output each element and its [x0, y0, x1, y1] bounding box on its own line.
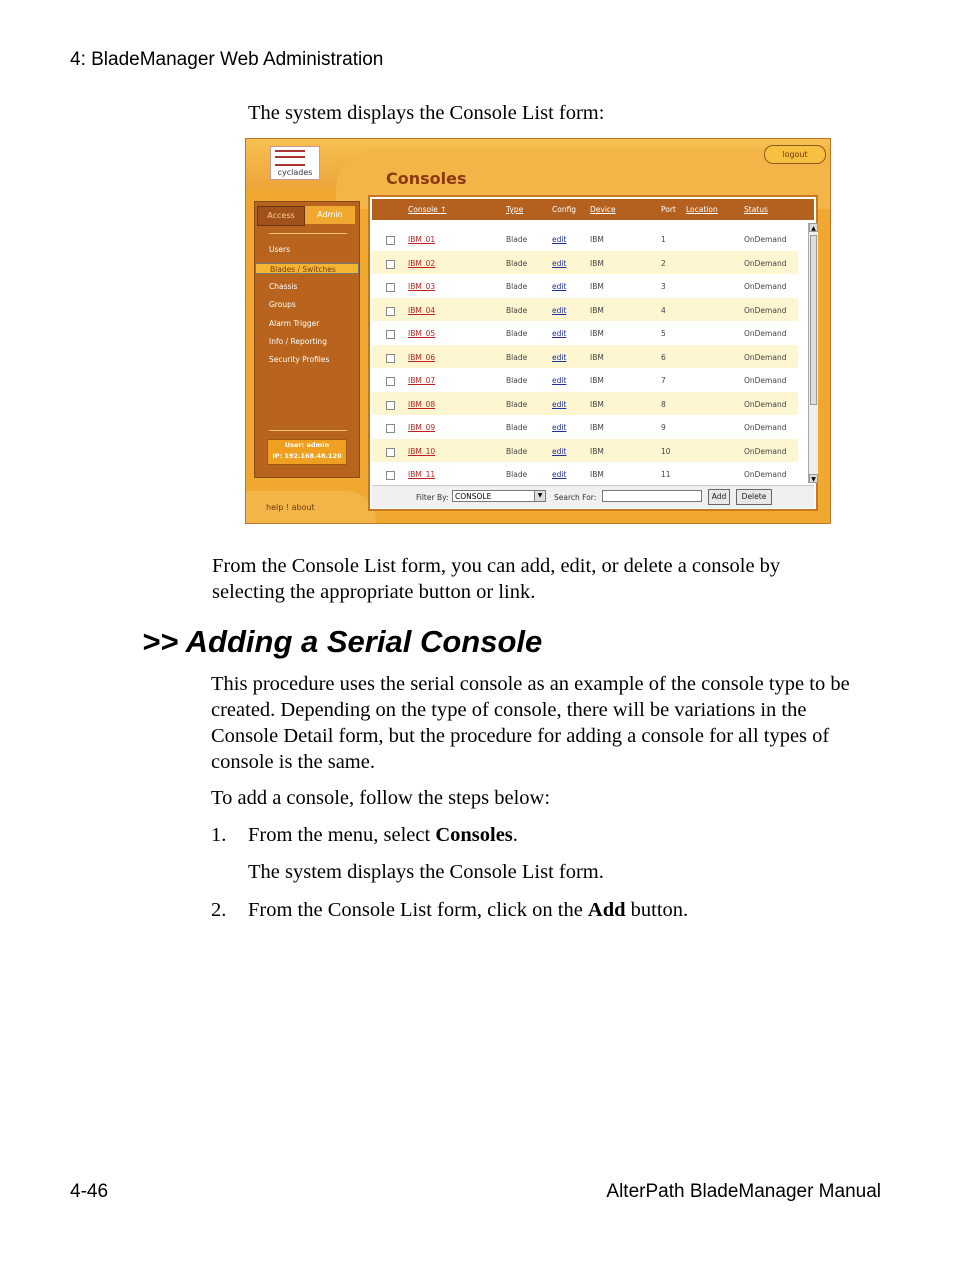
- row-checkbox[interactable]: [386, 448, 395, 457]
- cell-device: IBM: [590, 282, 604, 291]
- cell-status: OnDemand: [744, 305, 787, 315]
- table-row: [372, 439, 798, 463]
- row-checkbox[interactable]: [386, 307, 395, 316]
- step-2: [211, 897, 226, 923]
- cell-type: Blade: [506, 446, 528, 456]
- cell-console[interactable]: IBM_07: [408, 376, 436, 385]
- cell-config[interactable]: edit: [552, 235, 567, 244]
- cell-type: Blade: [506, 423, 528, 432]
- cell-status: OnDemand: [744, 376, 787, 385]
- logo-mark-line: [275, 156, 305, 158]
- cell-type: Blade: [506, 470, 528, 479]
- cell-config[interactable]: edit: [552, 423, 567, 432]
- cell-config[interactable]: edit: [552, 399, 567, 409]
- cell-port: 2: [661, 258, 666, 268]
- paragraph-1-line: selecting the appropriate button or link.: [212, 581, 536, 603]
- row-checkbox[interactable]: [386, 471, 395, 480]
- sidebar-divider: [269, 430, 347, 431]
- filter-bar: [372, 485, 814, 508]
- cell-device: IBM: [590, 423, 604, 432]
- cell-port: 4: [661, 305, 666, 315]
- row-checkbox[interactable]: [386, 330, 395, 339]
- cell-port: 8: [661, 399, 666, 409]
- user-info-badge: [267, 439, 347, 465]
- row-checkbox[interactable]: [386, 260, 395, 269]
- scroll-down-icon[interactable]: ▼: [809, 474, 818, 483]
- row-checkbox[interactable]: [386, 377, 395, 386]
- cell-device: IBM: [590, 235, 604, 244]
- sidebar-item-groups[interactable]: Groups: [269, 300, 296, 309]
- console-list-screenshot: [245, 138, 831, 524]
- cell-status: OnDemand: [744, 352, 787, 362]
- cell-type: Blade: [506, 235, 528, 244]
- sidebar-item-chassis[interactable]: Chassis: [269, 282, 298, 291]
- cell-status: OnDemand: [744, 258, 787, 268]
- cell-port: 9: [661, 423, 666, 432]
- row-checkbox[interactable]: [386, 401, 395, 410]
- cell-type: Blade: [506, 352, 528, 362]
- paragraph-3: To add a console, follow the steps below:: [211, 787, 551, 809]
- cell-console[interactable]: IBM_04: [408, 305, 436, 315]
- cell-config[interactable]: edit: [552, 352, 567, 362]
- col-type[interactable]: Type: [506, 205, 524, 214]
- cell-config[interactable]: edit: [552, 305, 567, 315]
- row-checkbox[interactable]: [386, 354, 395, 363]
- cell-config[interactable]: edit: [552, 376, 567, 385]
- cell-port: 7: [661, 376, 666, 385]
- step-1: [211, 822, 226, 848]
- cell-console[interactable]: IBM_02: [408, 258, 436, 268]
- cell-config[interactable]: edit: [552, 282, 567, 291]
- sidebar-item-info-reporting[interactable]: Info / Reporting: [269, 337, 327, 346]
- row-checkbox[interactable]: [386, 283, 395, 292]
- filter-select[interactable]: CONSOLE ▼: [452, 490, 546, 502]
- col-device[interactable]: Device: [590, 205, 616, 214]
- cell-port: 1: [661, 235, 666, 244]
- cell-console[interactable]: IBM_03: [408, 282, 436, 291]
- cell-port: 11: [661, 470, 671, 479]
- step-number: 1.: [211, 824, 227, 846]
- row-checkbox[interactable]: [386, 424, 395, 433]
- cell-console[interactable]: IBM_10: [408, 446, 436, 456]
- cell-device: IBM: [590, 352, 604, 362]
- cell-config[interactable]: edit: [552, 470, 567, 479]
- scroll-up-icon[interactable]: ▲: [809, 223, 818, 232]
- cell-status: OnDemand: [744, 470, 787, 479]
- cell-type: Blade: [506, 399, 528, 409]
- col-status[interactable]: Status: [744, 205, 768, 214]
- cell-status: OnDemand: [744, 235, 787, 244]
- sidebar-item-alarm-trigger[interactable]: Alarm Trigger: [269, 319, 320, 328]
- cell-type: Blade: [506, 329, 528, 338]
- cell-config[interactable]: edit: [552, 258, 567, 268]
- cell-status: OnDemand: [744, 446, 787, 456]
- step-1-text: From the menu, select Consoles.: [248, 824, 518, 846]
- sidebar-divider: [269, 233, 347, 234]
- user-name: User: admin: [284, 441, 330, 449]
- table-row: [372, 274, 798, 298]
- cell-status: OnDemand: [744, 423, 787, 432]
- paragraph-2: [211, 671, 850, 775]
- scroll-thumb[interactable]: [810, 235, 817, 405]
- search-input[interactable]: [602, 490, 702, 502]
- cell-type: Blade: [506, 258, 528, 268]
- running-head: 4: BladeManager Web Administration: [70, 49, 384, 70]
- step-number: 2.: [211, 899, 227, 921]
- sidebar: [254, 201, 360, 478]
- table-row: [372, 415, 798, 439]
- cell-status: OnDemand: [744, 399, 787, 409]
- cell-device: IBM: [590, 258, 604, 268]
- cell-port: 10: [661, 446, 671, 456]
- col-config: Config: [552, 205, 577, 214]
- cell-port: 3: [661, 282, 666, 291]
- filter-label: Filter By:: [416, 493, 449, 502]
- table-row: [372, 298, 798, 322]
- col-console[interactable]: Console ↑: [408, 205, 447, 214]
- cell-device: IBM: [590, 329, 604, 338]
- tab-admin[interactable]: Admin: [305, 206, 355, 224]
- manual-title: AlterPath BladeManager Manual: [606, 1181, 881, 1202]
- cell-device: IBM: [590, 305, 604, 315]
- paragraph-2-line: console is the same.: [211, 751, 375, 773]
- table-row: [372, 368, 798, 392]
- search-label: Search For:: [554, 493, 597, 502]
- cell-config[interactable]: edit: [552, 446, 567, 456]
- step-2-text: From the Console List form, click on the Add button.: [248, 899, 689, 921]
- cell-config[interactable]: edit: [552, 329, 567, 338]
- add-button[interactable]: Add: [708, 489, 730, 505]
- paragraph-2-line: Console Detail form, but the procedure for adding a console for all types of: [211, 725, 830, 747]
- cell-status: OnDemand: [744, 282, 787, 291]
- page-number: 4-46: [70, 1181, 109, 1202]
- cell-device: IBM: [590, 376, 604, 385]
- section-heading: >> Adding a Serial Console: [142, 624, 543, 659]
- step-1-bold: Consoles: [435, 824, 513, 846]
- paragraph-1: [212, 553, 780, 605]
- cell-console[interactable]: IBM_05: [408, 329, 436, 338]
- sidebar-item-users[interactable]: Users: [269, 245, 291, 254]
- paragraph-2-line: created. Depending on the type of console, there will be variations in the: [211, 699, 807, 721]
- help-about-links[interactable]: help ! about: [266, 503, 315, 512]
- delete-button[interactable]: Delete: [736, 489, 772, 505]
- scrollbar[interactable]: [808, 223, 818, 483]
- cell-port: 6: [661, 352, 666, 362]
- cell-console[interactable]: IBM_11: [408, 470, 436, 479]
- cell-console[interactable]: IBM_06: [408, 352, 436, 362]
- col-port: Port: [661, 205, 676, 214]
- logo-mark-icon: [275, 150, 305, 166]
- tab-access[interactable]: Access: [257, 206, 305, 226]
- paragraph-1-line: From the Console List form, you can add, edit, or delete a console by: [212, 555, 781, 577]
- table-row: [372, 392, 798, 416]
- paragraph-2-line: This procedure uses the serial console as an example of the console type to be: [211, 673, 850, 695]
- page-title: Consoles: [386, 169, 467, 188]
- sidebar-item-blades-switches[interactable]: Blades / Switches: [255, 263, 359, 274]
- cell-type: Blade: [506, 282, 528, 291]
- step-1-result: The system displays the Console List form.: [248, 861, 604, 883]
- cell-console[interactable]: IBM_08: [408, 399, 436, 409]
- sidebar-item-security-profiles[interactable]: Security Profiles: [269, 355, 330, 364]
- chevron-down-icon: ▼: [534, 491, 545, 501]
- console-table-panel: [368, 195, 818, 511]
- cell-device: IBM: [590, 470, 604, 479]
- cell-port: 5: [661, 329, 666, 338]
- logout-button[interactable]: logout: [764, 145, 826, 164]
- step-2-bold: Add: [587, 899, 626, 921]
- cell-console[interactable]: IBM_01: [408, 235, 436, 244]
- cell-console[interactable]: IBM_09: [408, 423, 436, 432]
- cell-type: Blade: [506, 376, 528, 385]
- col-location[interactable]: Location: [686, 205, 718, 214]
- table-row: [372, 251, 798, 275]
- table-header: [372, 199, 814, 220]
- row-checkbox[interactable]: [386, 236, 395, 245]
- sidebar-tabs: [255, 202, 359, 224]
- cell-device: IBM: [590, 446, 604, 456]
- cyclades-logo: [270, 146, 320, 180]
- logo-text: cyclades: [277, 168, 313, 177]
- table-row: [372, 345, 798, 369]
- cell-type: Blade: [506, 305, 528, 315]
- cell-device: IBM: [590, 399, 604, 409]
- user-ip: IP: 192.168.48.120: [272, 452, 342, 460]
- cell-status: OnDemand: [744, 329, 787, 338]
- table-row: [372, 462, 798, 486]
- table-row: [372, 321, 798, 345]
- arrow-up-icon: ↑: [440, 205, 447, 214]
- table-row: [372, 227, 798, 251]
- intro-text: The system displays the Console List form:: [248, 102, 605, 124]
